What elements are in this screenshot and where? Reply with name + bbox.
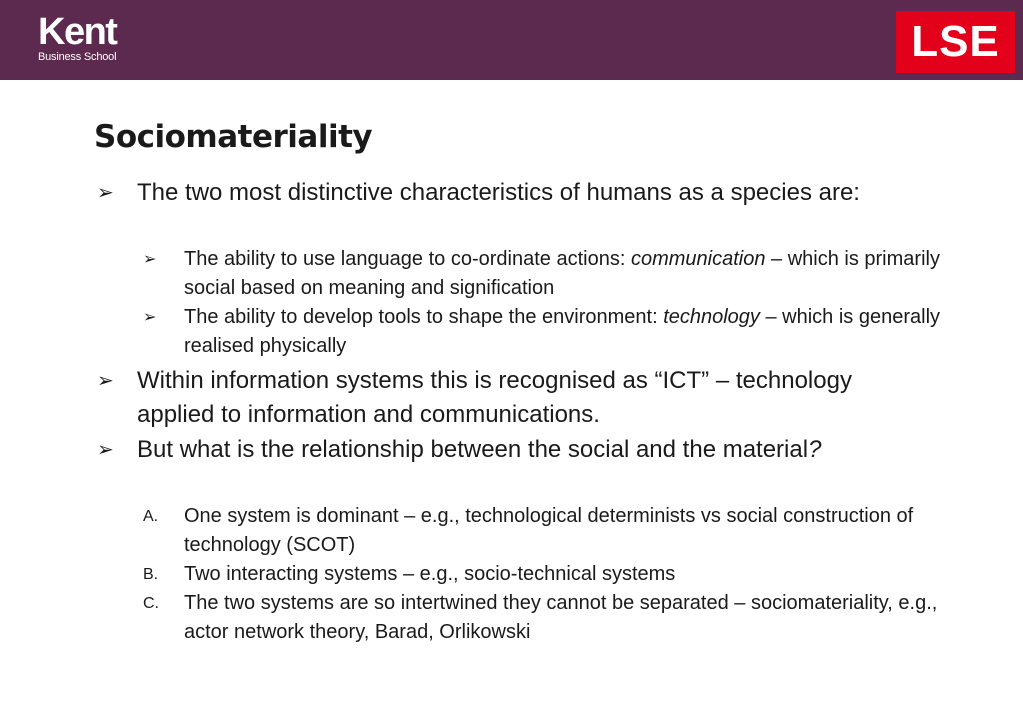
bullet-ict — [97, 364, 877, 432]
slide-title: Sociomateriality — [94, 119, 373, 155]
kent-business-school-logo — [38, 11, 117, 64]
emphasis-technology: technology — [663, 306, 760, 328]
kent-logo-word: Kent — [38, 11, 117, 53]
sub-item-b — [143, 560, 943, 589]
arrowhead-bullet-icon: ➢ — [97, 370, 114, 392]
sub-item-c — [143, 589, 943, 647]
bullet-text — [137, 433, 877, 467]
sub-bullet-technology — [143, 303, 943, 361]
header-banner — [0, 0, 1023, 80]
sub-bullet-text-start: The ability to develop tools to shape the environment: — [184, 306, 664, 328]
list-marker-a: A. — [143, 508, 159, 525]
sub-bullet-text-end: – which is generally realised physically — [184, 306, 941, 357]
sub-bullet-text — [184, 245, 943, 303]
sub-bullet-text-end: – which is primarily social based on meaning and signification — [184, 248, 940, 299]
sub-bullet-text-start: The ability to use language to co-ordinate actions: — [184, 248, 631, 270]
arrowhead-bullet-icon: ➢ — [97, 439, 114, 461]
bullet-humans-characteristics — [97, 176, 877, 210]
bullet-text: The two most distinctive characteristics of humans as a species are: — [137, 179, 860, 206]
sub-bullet-communication — [143, 245, 943, 303]
arrowhead-bullet-icon: ➢ — [143, 309, 157, 326]
sub-item-text: Two interacting systems – e.g., socio-technical systems — [184, 563, 676, 585]
bullet-social-material — [97, 433, 877, 467]
list-marker-b: B. — [143, 566, 159, 583]
lse-logo: LSE — [896, 11, 1015, 73]
sub-item-text: The two systems are so intertwined they cannot be separated – sociomateriality, e.g., actor network theory, Barad, Orlikowski — [184, 592, 938, 643]
bullet-text: Within information systems this is recognised as “ICT” – technology applied to information and communications. — [137, 367, 852, 428]
kent-logo-subtitle: Business School — [38, 51, 117, 63]
bullet-text-start: But what is the relationship between the social and the material — [137, 436, 809, 463]
arrowhead-bullet-icon: ➢ — [143, 251, 157, 268]
arrowhead-bullet-icon: ➢ — [97, 182, 114, 204]
emphasis-communication: communication — [630, 248, 766, 270]
sub-item-a — [143, 502, 943, 560]
sub-item-text: One system is dominant – e.g., technological determinists vs social construction of technology (SCOT) — [184, 505, 914, 556]
list-marker-c: C. — [143, 595, 159, 612]
sub-bullet-text — [184, 303, 943, 361]
emphasis-question-mark: ? — [808, 436, 822, 463]
